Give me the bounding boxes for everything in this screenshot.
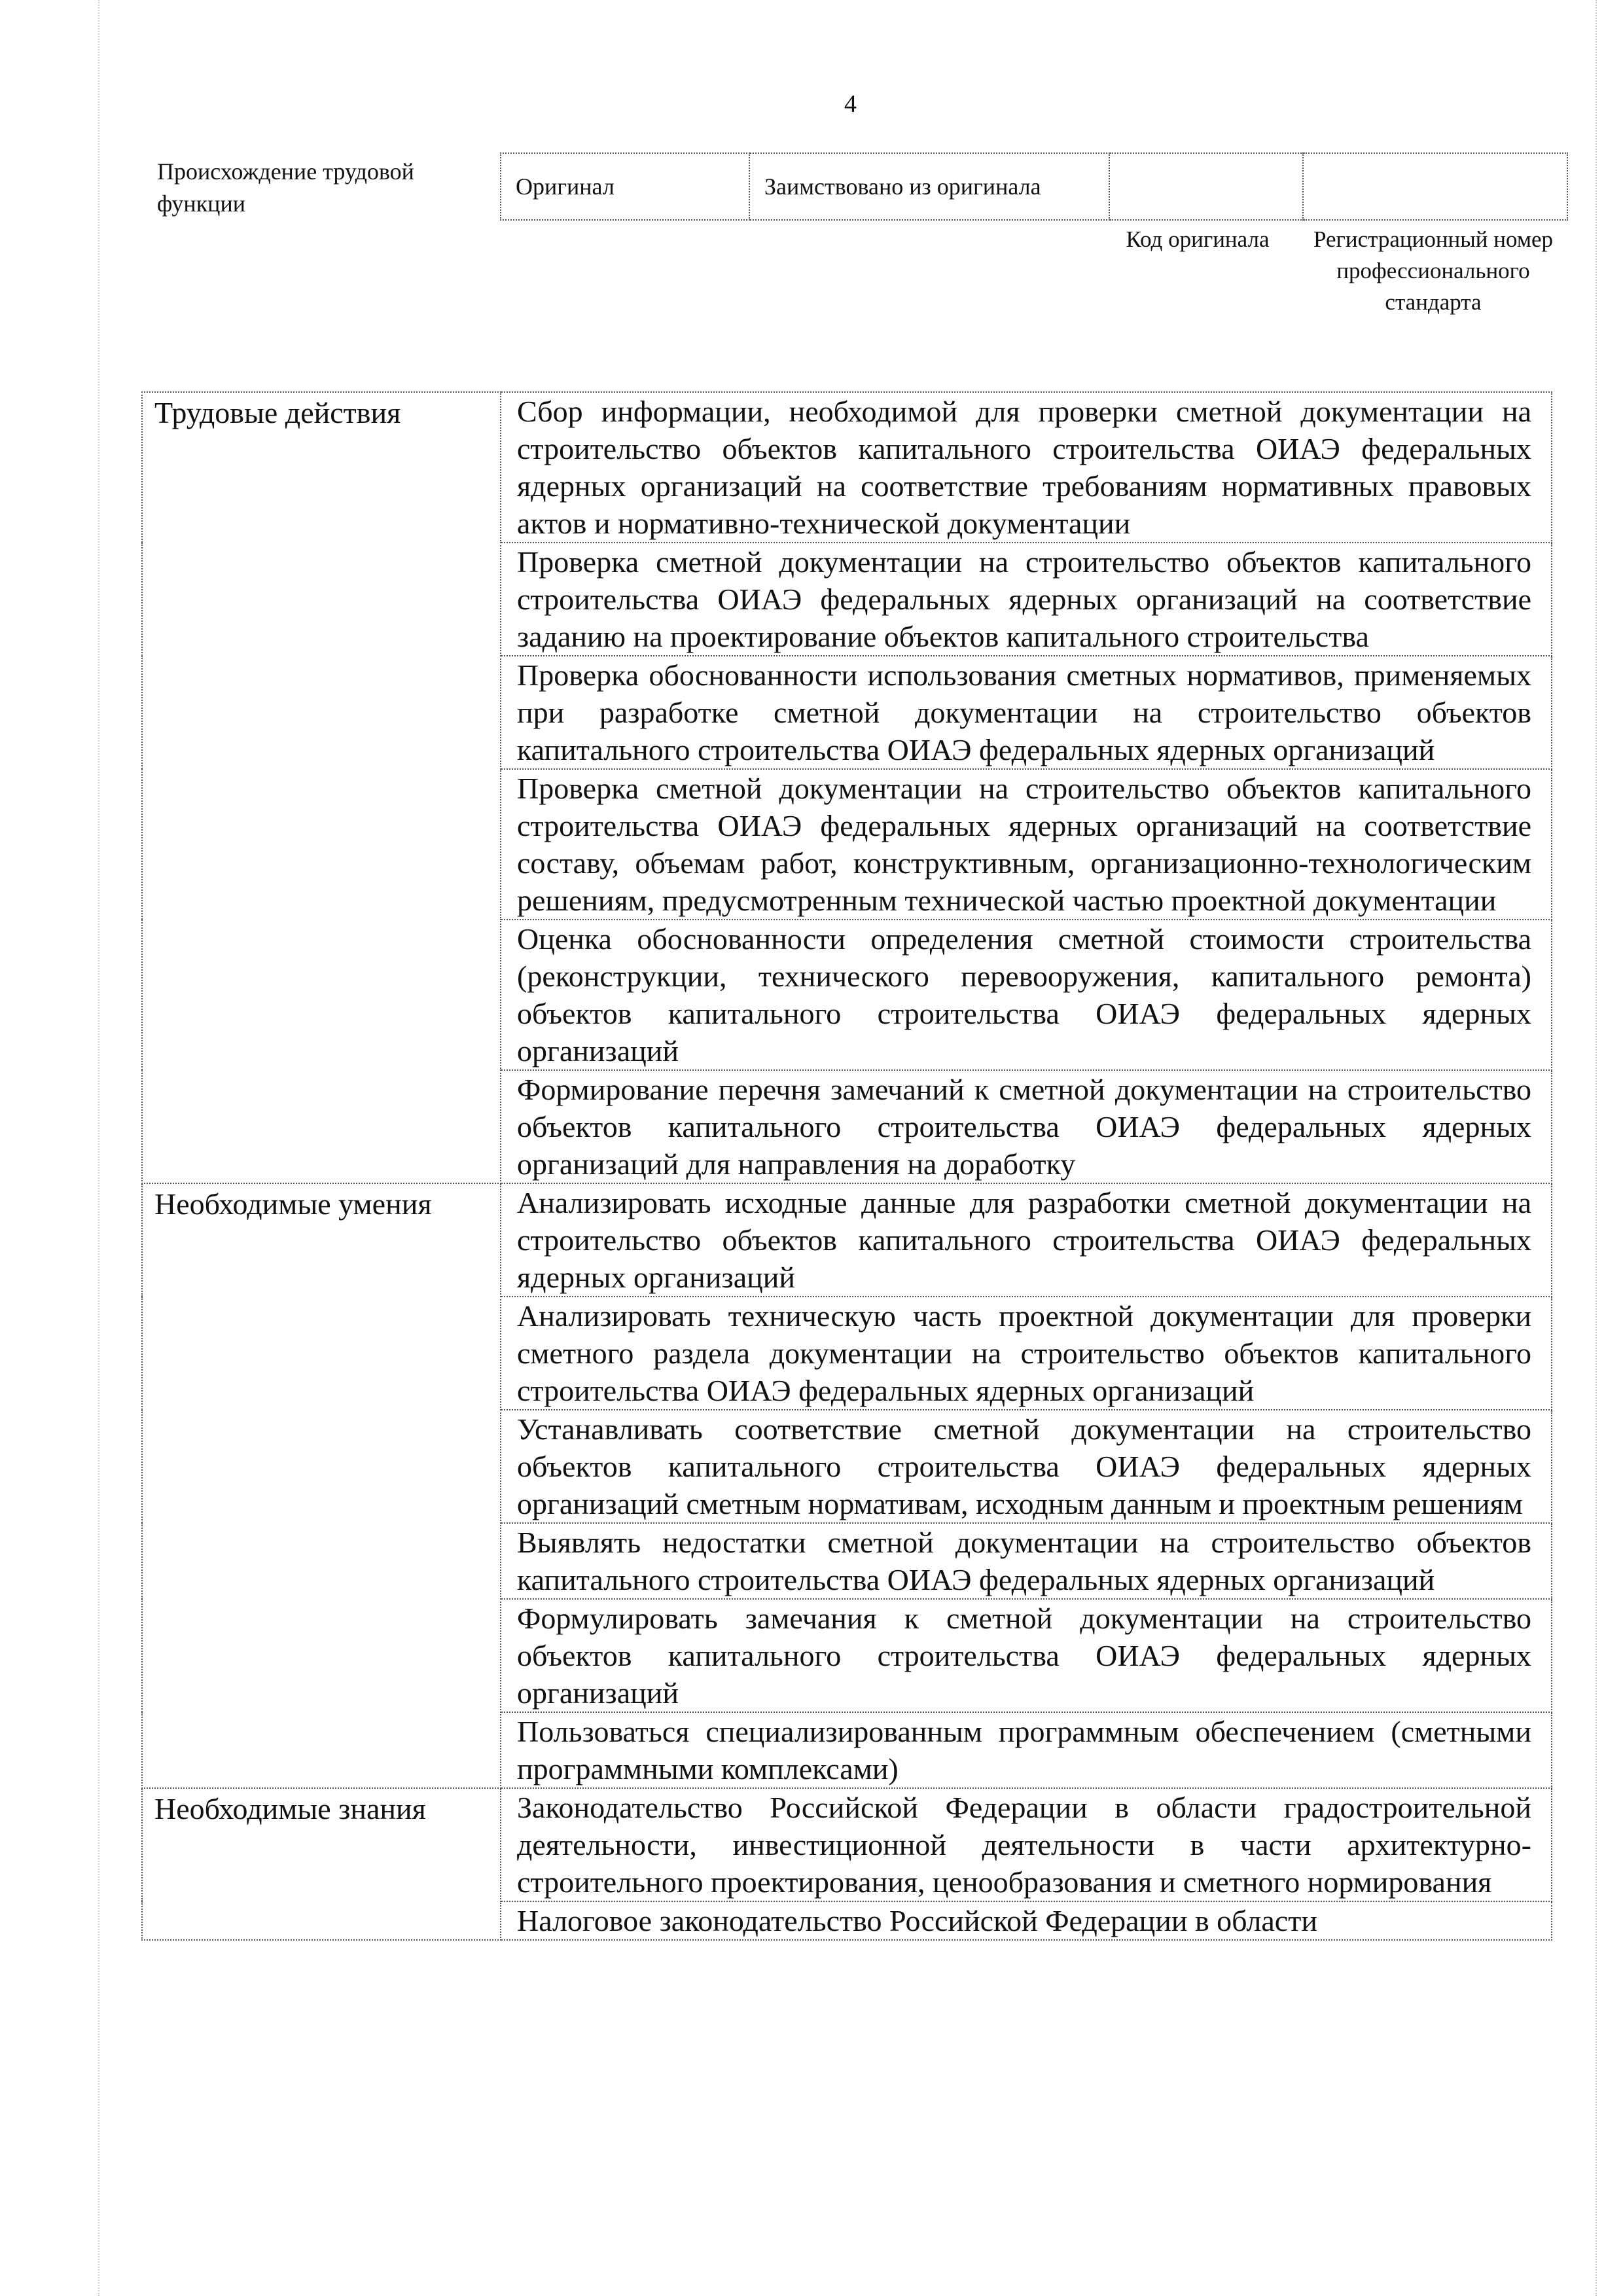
section-item: Пользоваться специализированным программным обеспечением (сметными программными комплексами) <box>501 1712 1552 1788</box>
table-row <box>142 392 1552 543</box>
section-item: Оценка обоснованности определения сметной стоимости строительства (реконструкции, технического перевооружения, капитального ремонта) объектов капитального строительства ОИАЭ федеральных ядерных организаций <box>501 920 1552 1070</box>
section-item: Формирование перечня замечаний к сметной документации на строительство объектов капитального строительства ОИАЭ федеральных ядерных организаций для направления на доработку <box>501 1070 1552 1183</box>
section-item: Сбор информации, необходимой для проверки сметной документации на строительство объектов капитального строительства ОИАЭ федеральных ядерных организаций на соответствие требованиям нормативных правовых актов и нормативно-технической документации <box>501 392 1552 543</box>
caption-code: Код оригинала <box>1126 226 1270 252</box>
origin-cell-reg <box>1303 153 1567 220</box>
section-item: Проверка сметной документации на строительство объектов капитального строительства ОИАЭ федеральных ядерных организаций на соответствие заданию на проектирование объектов капитального строительства <box>501 543 1552 656</box>
origin-cell-code <box>1109 153 1303 220</box>
section-item: Устанавливать соответствие сметной документации на строительство объектов капитального строительства ОИАЭ федеральных ядерных организаций сметным нормативам, исходным данным и проектным решениям <box>501 1410 1552 1523</box>
origin-cell-original: Оригинал <box>501 153 749 220</box>
origin-label: Происхождение трудовой функции <box>157 158 414 217</box>
section-item: Анализировать техническую часть проектной документации для проверки сметного раздела документации на строительство объектов капитального строительства ОИАЭ федеральных ядерных организаций <box>501 1297 1552 1410</box>
section-item: Выявлять недостатки сметной документации на строительство объектов капитального строительства ОИАЭ федеральных ядерных организаций <box>501 1523 1552 1599</box>
section-label: Необходимые умения <box>142 1183 501 1788</box>
section-item: Проверка обоснованности использования сметных нормативов, применяемых при разработке сметной документации на строительство объектов капитального строительства ОИАЭ федеральных ядерных организаций <box>501 656 1552 769</box>
section-item: Законодательство Российской Федерации в области градостроительной деятельности, инвестиционной деятельности в части архитектурно-строительного проектирования, ценообразования и сметного нормирования <box>501 1788 1552 1901</box>
table-row <box>142 1788 1552 1901</box>
section-label: Необходимые знания <box>142 1788 501 1940</box>
function-table <box>141 391 1552 1941</box>
section-label: Трудовые действия <box>142 392 501 1183</box>
page-number: 4 <box>844 90 857 118</box>
origin-table <box>500 152 1568 221</box>
page-edge-left <box>98 0 99 2296</box>
table-row <box>142 1183 1552 1297</box>
section-item: Проверка сметной документации на строительство объектов капитального строительства ОИАЭ федеральных ядерных организаций на соответствие составу, объемам работ, конструктивным, организационно-технологическим решениям, предусмотренным технической частью проектной документации <box>501 769 1552 920</box>
page-edge-right <box>1596 0 1597 2296</box>
section-item: Анализировать исходные данные для разработки сметной документации на строительство объектов капитального строительства ОИАЭ федеральных ядерных организаций <box>501 1183 1552 1297</box>
section-item: Формулировать замечания к сметной документации на строительство объектов капитального строительства ОИАЭ федеральных ядерных организаций <box>501 1599 1552 1712</box>
caption-reg-number: Регистрационный номер профессионального стандарта <box>1313 226 1554 315</box>
section-item: Налоговое законодательство Российской Федерации в области <box>501 1901 1552 1940</box>
origin-cell-borrowed: Заимствовано из оригинала <box>749 153 1109 220</box>
